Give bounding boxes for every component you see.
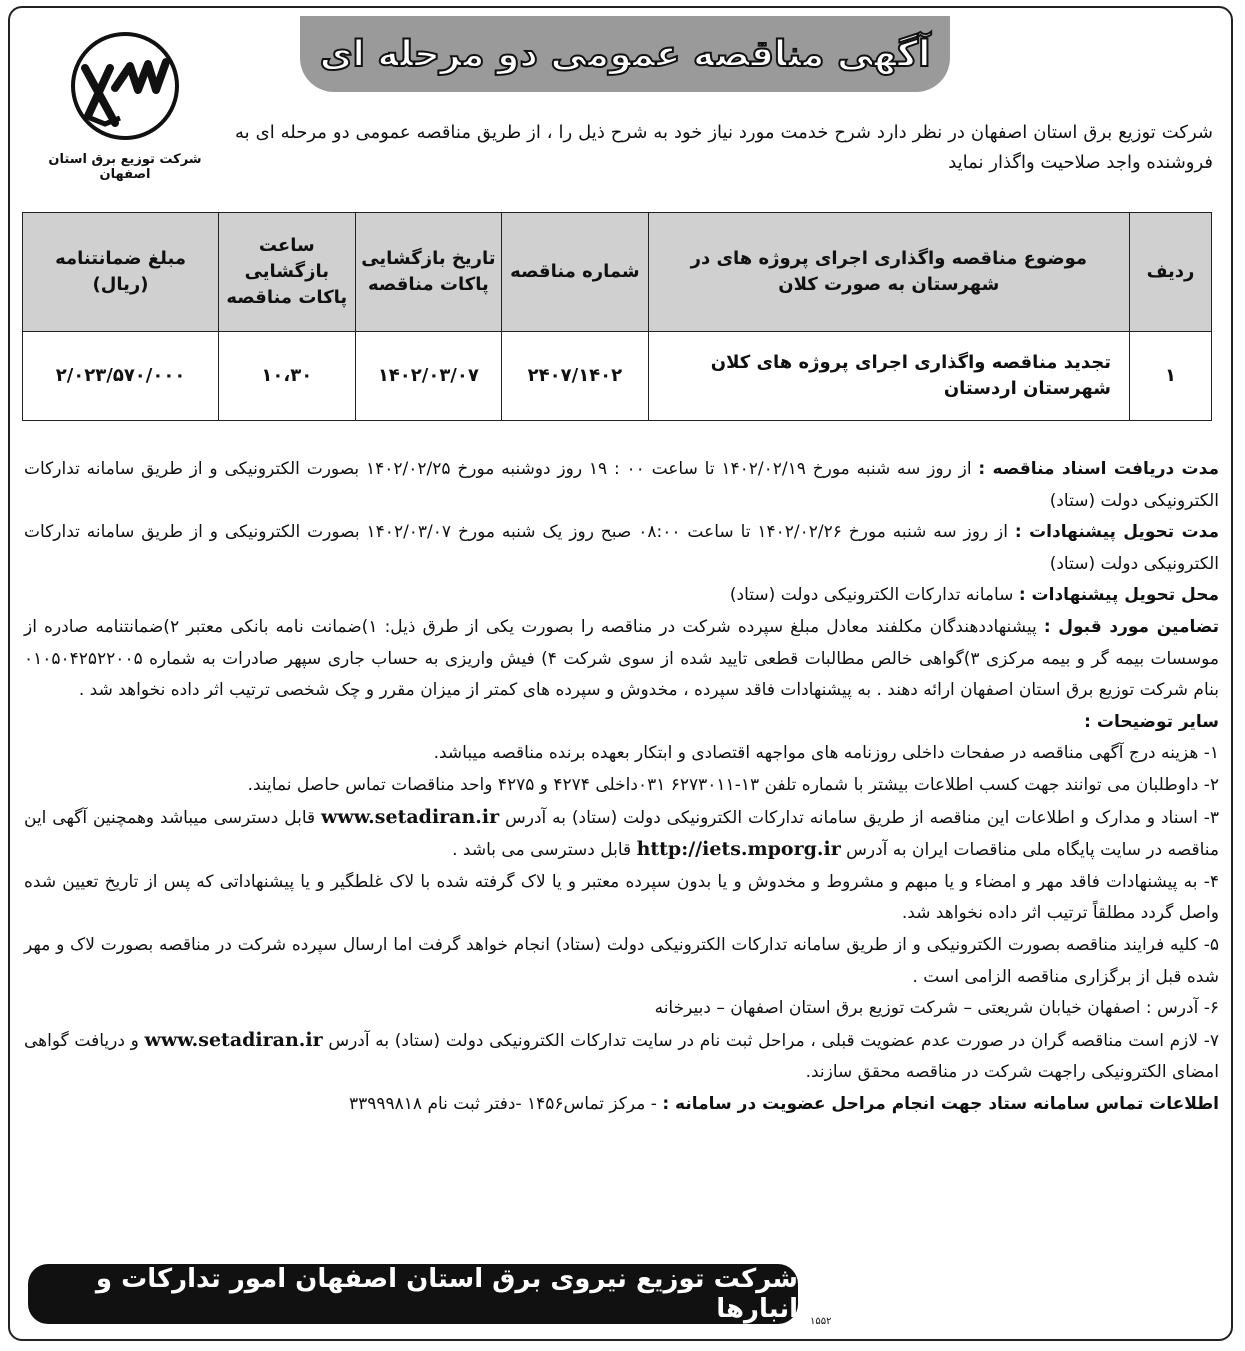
bids-period	[24, 517, 1219, 580]
note-item-3-text-c: قابل دسترسی می باشد .	[452, 840, 632, 861]
tender-notice	[8, 6, 1233, 1341]
page-title: آگهی مناقصه عمومی دو مرحله ای	[319, 33, 931, 75]
intro-paragraph: شرکت توزیع برق استان اصفهان در نظر دارد شرح خدمت مورد نیاز خود به شرح ذیل را ، از طریق مناقصه عمومی دو مرحله ای به فروشنده واجد صلاحیت واگذار نماید	[235, 122, 1213, 173]
bids-period-text: از روز سه شنبه مورخ ۱۴۰۲/۰۲/۲۶ تا ساعت ۰۸:۰۰ صبح روز یک شنبه مورخ ۱۴۰۲/۰۳/۰۷ بصورت الکترونیکی و از طریق سامانه تدارکات الکترونیکی دولت (ستاد)	[24, 522, 1219, 574]
bids-place-label: محل تحویل پیشنهادات :	[1018, 585, 1219, 606]
note-item-3-text-a: ۳- اسناد و مدارک و اطلاعات این مناقصه از طریق سامانه تدارکات الکترونیکی دولت (ستاد) به آدرس	[505, 807, 1219, 828]
docs-period-label: مدت دریافت اسناد مناقصه :	[978, 459, 1219, 479]
note-item-1: ۱- هزینه درج آگهی مناقصه در صفحات داخلی روزنامه های مواجهه اقتصادی و ابتکار بعهده برنده مناقصه میباشد.	[433, 743, 1219, 764]
cell-row-number: ۱	[1129, 332, 1211, 421]
note-item-4: ۴- به پیشنهادات فاقد مهر و امضاء و یا مبهم و مشروط و مخدوش و یا بدون سپرده معتبر و یا لاک گرفته شده با لاک غلطگیر و یا پیشنهاداتی که پس از تاریخ تعیین شده واصل گردد مطلقاً ترتیب اثر داده نخواهد شد.	[24, 871, 1219, 924]
note-item-2: ۲- داوطلبان می توانند جهت کسب اطلاعات بیشتر با شماره تلفن ۱۳-۶۲۷۳۰۱۱ ۰۳۱داخلی ۴۲۷۴ و ۴۲۷۵ واحد مناقصات تماس حاصل نمایند.	[247, 774, 1219, 795]
note-item-7-text-b: و دریافت گواهی امضای الکترونیکی راجهت شرکت در مناقصه محقق سازند.	[24, 1030, 1219, 1083]
note-item-5: ۵- کلیه فرایند مناقصه بصورت الکترونیکی و از طریق سامانه تدارکات الکترونیکی دولت (ستاد) انجام خواهد گرفت اما ارسال سپرده شرکت در مناقصه بصورت لاک و مهر شده قبل از برگزاری مناقصه الزامی است .	[24, 934, 1219, 987]
docs-period-text: از روز سه شنبه مورخ ۱۴۰۲/۰۲/۱۹ تا ساعت ۰۰ : ۱۹ روز دوشنبه مورخ ۱۴۰۲/۰۲/۲۵ بصورت الکترونیکی و از طریق سامانه تدارکات الکترونیکی دولت (ستاد)	[24, 459, 1219, 511]
setadiran-link[interactable]: www.setadiran.ir	[321, 805, 500, 828]
table-header-row	[23, 213, 1212, 332]
note-item-7-text-a: ۷- لازم است مناقصه گران در صورت عدم عضویت قبلی ، مراحل ثبت نام در سایت تدارکات الکترونیکی دولت (ستاد) به آدرس	[328, 1030, 1220, 1051]
iets-link[interactable]: http://iets.mporg.ir	[636, 838, 841, 861]
header-row-number: ردیف	[1129, 213, 1211, 332]
logo-emblem-icon	[30, 28, 220, 150]
bids-period-label: مدت تحویل پیشنهادات :	[1014, 522, 1219, 543]
note-item-3	[24, 802, 1219, 867]
docs-period	[24, 454, 1219, 517]
cell-opening-date: ۱۴۰۲/۰۳/۰۷	[355, 332, 502, 421]
note-item-3-text-b: قابل دسترسی میباشد وهمچنین آگهی این مناقصه در سایت پایگاه ملی مناقصات ایران به آدرس	[24, 807, 1219, 861]
other-notes-label: سایر توضیحات :	[1084, 711, 1219, 732]
other-notes-heading	[24, 707, 1219, 739]
cell-guarantee-amount: ۲/۰۲۳/۵۷۰/۰۰۰	[23, 332, 219, 421]
bids-place	[24, 580, 1219, 612]
cell-opening-time: ۱۰،۳۰	[219, 332, 355, 421]
header-subject: موضوع مناقصه واگذاری اجرای پروژه های در شهرستان به صورت کلان	[648, 213, 1129, 332]
bids-place-text: سامانه تدارکات الکترونیکی دولت (ستاد)	[729, 585, 1014, 606]
contact-info	[24, 1089, 1219, 1121]
cell-subject: تجدید مناقصه واگذاری اجرای پروژه های کلان شهرستان اردستان	[648, 332, 1129, 421]
title-banner	[300, 16, 950, 92]
page-number: ۱۵۵۲	[810, 1316, 832, 1327]
logo-caption: شرکت توزیع برق استان اصفهان	[48, 152, 202, 182]
header-opening-date: تاریخ بازگشایی پاکات مناقصه	[355, 213, 502, 332]
header-tender-number: شماره مناقصه	[502, 213, 648, 332]
cell-tender-number: ۲۴۰۷/۱۴۰۲	[502, 332, 648, 421]
guarantees-label: تضامین مورد قبول :	[1043, 616, 1219, 637]
contact-text: - مرکز تماس۱۴۵۶ -دفتر ثبت نام ۳۳۹۹۹۸۱۸	[349, 1093, 657, 1114]
footer-text: شرکت توزیع نیروی برق استان اصفهان امور تدارکات و انبارها	[95, 1264, 798, 1324]
setadiran-link-2[interactable]: www.setadiran.ir	[144, 1028, 323, 1051]
company-logo	[30, 28, 220, 182]
table-row	[23, 332, 1212, 421]
footer-banner	[28, 1264, 798, 1324]
contact-label: اطلاعات تماس سامانه ستاد جهت انجام مراحل عضویت در سامانه :	[662, 1093, 1219, 1114]
accepted-guarantees	[24, 612, 1219, 707]
note-item-6: ۶- آدرس : اصفهان خیابان شریعتی – شرکت توزیع برق استان اصفهان – دبیرخانه	[654, 998, 1219, 1019]
notice-body	[24, 454, 1219, 1120]
note-item-7	[24, 1025, 1219, 1089]
header-guarantee-amount: مبلغ ضمانتنامه (ریال)	[23, 213, 219, 332]
guarantees-text: پیشنهاددهندگان مکلفند معادل مبلغ سپرده شرکت در مناقصه را بصورت یکی از طرق ذیل: ۱)ضمانت نامه بانکی معتبر ۲)ضمانتنامه صادره از موسسات بیمه گر و بیمه مرکزی ۳)گواهی خالص مطالبات قطعی تایید شده از سوی شرکت ۴) فیش واریزی به حساب جاری سپهر صادرات به شماره ۰۱۰۵۰۴۲۵۲۲۰۰۵ بنام شرکت توزیع برق استان اصفهان ارائه دهند . به پیشنهادات فاقد سپرده ، مخدوش و سپرده های کمتر از میزان مقرر و چک شخصی ترتیب اثر داده نخواهد شد .	[24, 616, 1219, 701]
header-opening-time: ساعت بازگشایی پاکات مناقصه	[219, 213, 355, 332]
tender-table	[22, 212, 1212, 421]
